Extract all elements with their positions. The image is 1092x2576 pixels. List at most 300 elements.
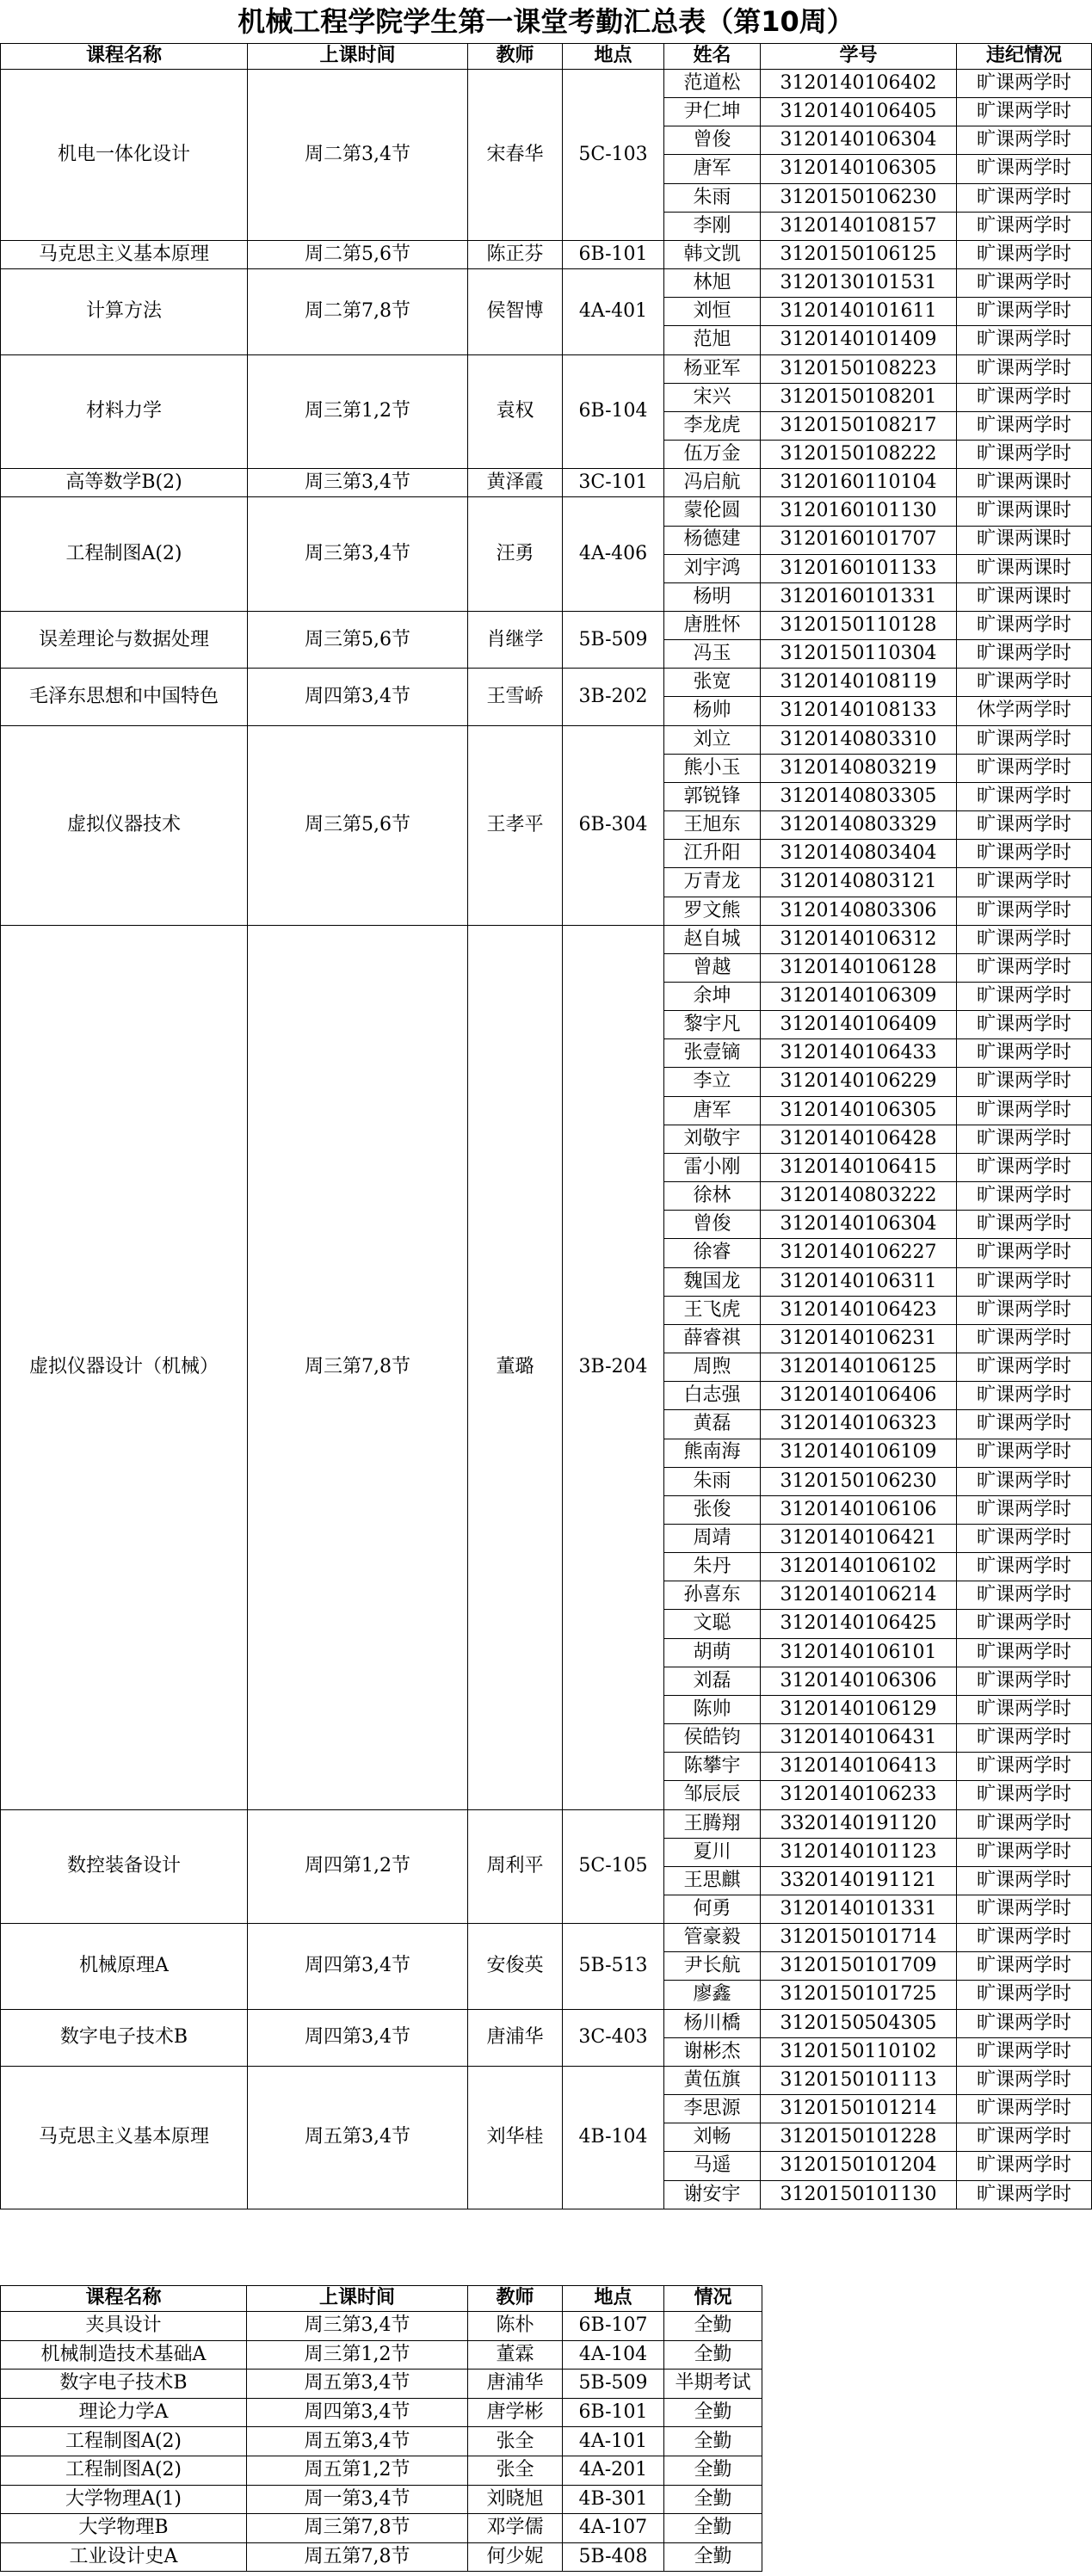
- violation-cell: 旷课两学时: [957, 669, 1092, 697]
- violation-cell: 旷课两学时: [957, 2152, 1092, 2180]
- violation-cell: 旷课两学时: [957, 1724, 1092, 1753]
- teacher-cell: 陈正芬: [468, 240, 563, 268]
- table-row: [1, 2427, 762, 2456]
- class-time-cell: 周三第3,4节: [248, 469, 468, 497]
- table-row: [1, 2485, 762, 2514]
- violation-cell: 旷课两学时: [957, 1610, 1092, 1638]
- student-name-cell: 张壹镝: [664, 1039, 761, 1068]
- student-id-cell: 3120160101707: [761, 526, 957, 554]
- absence-table-header: [1, 44, 1092, 70]
- violation-cell: 旷课两课时: [957, 526, 1092, 554]
- student-id-cell: 3120140101611: [761, 298, 957, 326]
- student-name-cell: 朱雨: [664, 183, 761, 212]
- course-name-cell: 机械制造技术基础A: [1, 2340, 247, 2370]
- student-id-cell: 3120140106102: [761, 1553, 957, 1581]
- teacher-cell: 张全: [468, 2456, 563, 2485]
- violation-cell: 旷课两学时: [957, 1866, 1092, 1895]
- student-id-cell: 3120140106323: [761, 1410, 957, 1439]
- teacher-cell: 董璐: [468, 925, 563, 1809]
- status-cell: 全勤: [664, 2514, 762, 2543]
- violation-cell: 旷课两学时: [957, 1553, 1092, 1581]
- student-name-cell: 胡萌: [664, 1638, 761, 1667]
- student-name-cell: 唐军: [664, 155, 761, 183]
- course-name-cell: 工程制图A(2): [1, 497, 248, 612]
- violation-cell: 旷课两学时: [957, 269, 1092, 298]
- violation-cell: 旷课两学时: [957, 240, 1092, 268]
- class-time-cell: 周四第1,2节: [248, 1809, 468, 1924]
- violation-cell: 旷课两学时: [957, 868, 1092, 897]
- location-cell: 3B-204: [563, 925, 664, 1809]
- violation-cell: 休学两学时: [957, 697, 1092, 725]
- violation-cell: 旷课两学时: [957, 2180, 1092, 2209]
- student-name-cell: 罗文熊: [664, 897, 761, 925]
- class-time-cell: 周五第3,4节: [247, 2427, 468, 2456]
- student-name-cell: 邹辰辰: [664, 1781, 761, 1809]
- student-id-cell: 3120140106409: [761, 1011, 957, 1039]
- student-name-cell: 冯启航: [664, 469, 761, 497]
- table-row: [1, 669, 1092, 697]
- student-id-cell: 3320140191120: [761, 1809, 957, 1838]
- violation-cell: 旷课两课时: [957, 554, 1092, 582]
- violation-cell: 旷课两课时: [957, 497, 1092, 526]
- student-id-cell: 3120140106423: [761, 1296, 957, 1324]
- student-name-cell: 江升阳: [664, 840, 761, 868]
- student-name-cell: 薛睿祺: [664, 1324, 761, 1353]
- student-id-cell: 3120160101331: [761, 582, 957, 611]
- location-cell: 6B-101: [563, 2398, 664, 2427]
- header-time: 上课时间: [247, 2286, 468, 2312]
- student-id-cell: 3120140106304: [761, 126, 957, 155]
- course-name-cell: 计算方法: [1, 269, 248, 354]
- student-name-cell: 徐林: [664, 1182, 761, 1211]
- violation-cell: 旷课两学时: [957, 1695, 1092, 1723]
- status-cell: 全勤: [664, 2542, 762, 2572]
- course-name-cell: 夹具设计: [1, 2312, 247, 2341]
- student-name-cell: 冯玉: [664, 640, 761, 669]
- student-id-cell: 3120150101113: [761, 2066, 957, 2094]
- teacher-cell: 王雪峤: [468, 669, 563, 725]
- student-name-cell: 黎宇凡: [664, 1011, 761, 1039]
- student-id-cell: 3120140803219: [761, 754, 957, 782]
- student-id-cell: 3120140803329: [761, 811, 957, 840]
- header-teacher: 教师: [468, 2286, 563, 2312]
- violation-cell: 旷课两学时: [957, 1638, 1092, 1667]
- class-time-cell: 周二第3,4节: [248, 70, 468, 241]
- violation-cell: 旷课两学时: [957, 925, 1092, 953]
- student-id-cell: 3120150108201: [761, 383, 957, 411]
- student-name-cell: 李立: [664, 1068, 761, 1096]
- student-name-cell: 刘宇鸿: [664, 554, 761, 582]
- student-name-cell: 余坤: [664, 983, 761, 1011]
- header-violation: 违纪情况: [957, 44, 1092, 70]
- student-name-cell: 朱雨: [664, 1467, 761, 1495]
- violation-cell: 旷课两学时: [957, 1267, 1092, 1296]
- teacher-cell: 陈朴: [468, 2312, 563, 2341]
- status-cell: 全勤: [664, 2427, 762, 2456]
- student-name-cell: 伍万金: [664, 441, 761, 469]
- teacher-cell: 刘华桂: [468, 2066, 563, 2209]
- course-name-cell: 工程制图A(2): [1, 2427, 247, 2456]
- violation-cell: 旷课两学时: [957, 2123, 1092, 2152]
- table-row: [1, 240, 1092, 268]
- student-id-cell: 3120140803404: [761, 840, 957, 868]
- table-row: [1, 269, 1092, 298]
- student-name-cell: 管豪毅: [664, 1924, 761, 1952]
- violation-cell: 旷课两学时: [957, 354, 1092, 383]
- student-name-cell: 范道松: [664, 70, 761, 98]
- page-title: 机械工程学院学生第一课堂考勤汇总表（第10周）: [238, 5, 854, 38]
- violation-cell: 旷课两课时: [957, 469, 1092, 497]
- student-id-cell: 3120150108222: [761, 441, 957, 469]
- student-id-cell: 3120160101130: [761, 497, 957, 526]
- student-name-cell: 李思源: [664, 2095, 761, 2123]
- violation-cell: 旷课两学时: [957, 611, 1092, 639]
- student-id-cell: 3120140106425: [761, 1610, 957, 1638]
- class-time-cell: 周四第3,4节: [248, 1924, 468, 2009]
- table-row: [1, 2542, 762, 2572]
- class-time-cell: 周五第3,4节: [248, 2066, 468, 2209]
- status-cell: 全勤: [664, 2456, 762, 2485]
- status-cell: 全勤: [664, 2312, 762, 2341]
- student-name-cell: 曾俊: [664, 126, 761, 155]
- student-id-cell: 3120140106309: [761, 983, 957, 1011]
- teacher-cell: 董霖: [468, 2340, 563, 2370]
- teacher-cell: 汪勇: [468, 497, 563, 612]
- student-name-cell: 杨明: [664, 582, 761, 611]
- violation-cell: 旷课两学时: [957, 1039, 1092, 1068]
- teacher-cell: 王孝平: [468, 725, 563, 925]
- student-name-cell: 熊南海: [664, 1439, 761, 1467]
- student-id-cell: 3120130101531: [761, 269, 957, 298]
- student-id-cell: 3120150108223: [761, 354, 957, 383]
- violation-cell: 旷课两学时: [957, 1667, 1092, 1695]
- course-name-cell: 马克思主义基本原理: [1, 240, 248, 268]
- student-id-cell: 3120140803310: [761, 725, 957, 754]
- student-name-cell: 尹仁坤: [664, 98, 761, 126]
- violation-cell: 旷课两学时: [957, 1011, 1092, 1039]
- violation-cell: 旷课两学时: [957, 1296, 1092, 1324]
- course-name-cell: 虚拟仪器技术: [1, 725, 248, 925]
- student-name-cell: 郭锐锋: [664, 782, 761, 810]
- student-name-cell: 白志强: [664, 1382, 761, 1410]
- student-id-cell: 3120150106125: [761, 240, 957, 268]
- course-name-cell: 数字电子技术B: [1, 2370, 247, 2399]
- student-name-cell: 雷小刚: [664, 1153, 761, 1181]
- teacher-cell: 张全: [468, 2427, 563, 2456]
- violation-cell: 旷课两学时: [957, 98, 1092, 126]
- location-cell: 3C-403: [563, 2009, 664, 2066]
- table-row: [1, 354, 1092, 383]
- teacher-cell: 安俊英: [468, 1924, 563, 2009]
- student-name-cell: 韩文凯: [664, 240, 761, 268]
- student-id-cell: 3120140106415: [761, 1153, 957, 1181]
- violation-cell: 旷课两学时: [957, 1211, 1092, 1239]
- student-id-cell: 3120140106305: [761, 155, 957, 183]
- teacher-cell: 侯智博: [468, 269, 563, 354]
- student-id-cell: 3120150101214: [761, 2095, 957, 2123]
- violation-cell: 旷课两学时: [957, 754, 1092, 782]
- student-name-cell: 宋兴: [664, 383, 761, 411]
- table-row: [1, 497, 1092, 526]
- student-name-cell: 魏国龙: [664, 1267, 761, 1296]
- table-row: [1, 725, 1092, 754]
- course-name-cell: 机电一体化设计: [1, 70, 248, 241]
- teacher-cell: 何少妮: [468, 2542, 563, 2572]
- student-id-cell: 3120140101409: [761, 326, 957, 354]
- violation-cell: 旷课两学时: [957, 1467, 1092, 1495]
- student-name-cell: 谢安宇: [664, 2180, 761, 2209]
- student-name-cell: 马遥: [664, 2152, 761, 2180]
- violation-cell: 旷课两学时: [957, 1324, 1092, 1353]
- violation-cell: 旷课两学时: [957, 212, 1092, 240]
- student-name-cell: 侯皓钧: [664, 1724, 761, 1753]
- table-row: [1, 2066, 1092, 2094]
- student-name-cell: 尹长航: [664, 1952, 761, 1981]
- class-time-cell: 周二第5,6节: [248, 240, 468, 268]
- student-id-cell: 3120150101228: [761, 2123, 957, 2152]
- student-id-cell: 3120140106428: [761, 1125, 957, 1153]
- violation-cell: 旷课两学时: [957, 1981, 1092, 2009]
- student-name-cell: 周靖: [664, 1524, 761, 1552]
- student-id-cell: 3120140106431: [761, 1724, 957, 1753]
- violation-cell: 旷课两课时: [957, 582, 1092, 611]
- location-cell: 5B-408: [563, 2542, 664, 2572]
- student-id-cell: 3120140106231: [761, 1324, 957, 1353]
- violation-cell: 旷课两学时: [957, 897, 1092, 925]
- student-name-cell: 陈攀宇: [664, 1753, 761, 1781]
- location-cell: 6B-107: [563, 2312, 664, 2341]
- student-id-cell: 3120140803305: [761, 782, 957, 810]
- class-time-cell: 周三第1,2节: [247, 2340, 468, 2370]
- violation-cell: 旷课两学时: [957, 1895, 1092, 1924]
- violation-cell: 旷课两学时: [957, 840, 1092, 868]
- student-name-cell: 何勇: [664, 1895, 761, 1924]
- teacher-cell: 袁权: [468, 354, 563, 469]
- student-id-cell: 3120140106405: [761, 98, 957, 126]
- student-name-cell: 刘畅: [664, 2123, 761, 2152]
- student-id-cell: 3120140108119: [761, 669, 957, 697]
- student-name-cell: 唐胜怀: [664, 611, 761, 639]
- student-name-cell: 廖鑫: [664, 1981, 761, 2009]
- header-place: 地点: [563, 44, 664, 70]
- student-id-cell: 3120140106229: [761, 1068, 957, 1096]
- status-cell: 全勤: [664, 2485, 762, 2514]
- violation-cell: 旷课两学时: [957, 1153, 1092, 1181]
- course-name-cell: 大学物理B: [1, 2514, 247, 2543]
- student-name-cell: 赵自城: [664, 925, 761, 953]
- status-cell: 半期考试: [664, 2370, 762, 2399]
- student-name-cell: 刘敬宇: [664, 1125, 761, 1153]
- student-name-cell: 王飞虎: [664, 1296, 761, 1324]
- student-id-cell: 3120140803222: [761, 1182, 957, 1211]
- location-cell: 3C-101: [563, 469, 664, 497]
- student-name-cell: 徐睿: [664, 1239, 761, 1267]
- student-id-cell: 3120160110104: [761, 469, 957, 497]
- student-id-cell: 3120140108157: [761, 212, 957, 240]
- student-id-cell: 3120140106125: [761, 1353, 957, 1382]
- violation-cell: 旷课两学时: [957, 411, 1092, 440]
- table-row: [1, 70, 1092, 98]
- student-name-cell: 王思麒: [664, 1866, 761, 1895]
- class-time-cell: 周二第7,8节: [248, 269, 468, 354]
- student-name-cell: 万青龙: [664, 868, 761, 897]
- violation-cell: 旷课两学时: [957, 2009, 1092, 2037]
- student-name-cell: 王旭东: [664, 811, 761, 840]
- class-time-cell: 周四第3,4节: [247, 2398, 468, 2427]
- location-cell: 5C-103: [563, 70, 664, 241]
- student-id-cell: 3120140106109: [761, 1439, 957, 1467]
- header-time: 上课时间: [248, 44, 468, 70]
- teacher-cell: 邓学儒: [468, 2514, 563, 2543]
- violation-cell: 旷课两学时: [957, 298, 1092, 326]
- table-row: [1, 2514, 762, 2543]
- student-id-cell: 3120140101331: [761, 1895, 957, 1924]
- student-name-cell: 朱丹: [664, 1553, 761, 1581]
- course-name-cell: 毛泽东思想和中国特色: [1, 669, 248, 725]
- student-id-cell: 3120150101714: [761, 1924, 957, 1952]
- location-cell: 4B-104: [563, 2066, 664, 2209]
- table-row: [1, 2340, 762, 2370]
- student-id-cell: 3120140106421: [761, 1524, 957, 1552]
- student-id-cell: 3120140101123: [761, 1838, 957, 1866]
- violation-cell: 旷课两学时: [957, 126, 1092, 155]
- location-cell: 4A-201: [563, 2456, 664, 2485]
- location-cell: 4B-301: [563, 2485, 664, 2514]
- absence-table: [0, 43, 1092, 2209]
- student-id-cell: 3120140106101: [761, 1638, 957, 1667]
- violation-cell: 旷课两学时: [957, 1838, 1092, 1866]
- header-status: 情况: [664, 2286, 762, 2312]
- student-id-cell: 3120140803306: [761, 897, 957, 925]
- class-time-cell: 周五第7,8节: [247, 2542, 468, 2572]
- table-row: [1, 611, 1092, 639]
- student-id-cell: 3120140106304: [761, 1211, 957, 1239]
- course-name-cell: 工业设计史A: [1, 2542, 247, 2572]
- violation-cell: 旷课两学时: [957, 2037, 1092, 2066]
- location-cell: 4A-107: [563, 2514, 664, 2543]
- student-id-cell: 3120150106230: [761, 1467, 957, 1495]
- violation-cell: 旷课两学时: [957, 326, 1092, 354]
- student-id-cell: 3120150101725: [761, 1981, 957, 2009]
- header-course: 课程名称: [1, 2286, 247, 2312]
- violation-cell: 旷课两学时: [957, 811, 1092, 840]
- violation-cell: 旷课两学时: [957, 782, 1092, 810]
- student-id-cell: 3120150101130: [761, 2180, 957, 2209]
- violation-cell: 旷课两学时: [957, 155, 1092, 183]
- table-row: [1, 2456, 762, 2485]
- student-id-cell: 3120140106129: [761, 1695, 957, 1723]
- student-name-cell: 黄磊: [664, 1410, 761, 1439]
- location-cell: 4A-406: [563, 497, 664, 612]
- course-name-cell: 高等数学B(2): [1, 469, 248, 497]
- violation-cell: 旷课两学时: [957, 725, 1092, 754]
- header-student-id: 学号: [761, 44, 957, 70]
- location-cell: 6B-101: [563, 240, 664, 268]
- violation-cell: 旷课两学时: [957, 1524, 1092, 1552]
- teacher-cell: 肖继学: [468, 611, 563, 668]
- location-cell: 4A-101: [563, 2427, 664, 2456]
- student-id-cell: 3120140106402: [761, 70, 957, 98]
- location-cell: 6B-104: [563, 354, 664, 469]
- course-name-cell: 工程制图A(2): [1, 2456, 247, 2485]
- student-name-cell: 杨川橋: [664, 2009, 761, 2037]
- student-name-cell: 李龙虎: [664, 411, 761, 440]
- student-id-cell: 3320140191121: [761, 1866, 957, 1895]
- course-name-cell: 数字电子技术B: [1, 2009, 248, 2066]
- violation-cell: 旷课两学时: [957, 441, 1092, 469]
- teacher-cell: 唐学彬: [468, 2398, 563, 2427]
- student-name-cell: 杨亚军: [664, 354, 761, 383]
- student-name-cell: 李刚: [664, 212, 761, 240]
- teacher-cell: 宋春华: [468, 70, 563, 241]
- student-name-cell: 范旭: [664, 326, 761, 354]
- location-cell: 5C-105: [563, 1809, 664, 1924]
- violation-cell: 旷课两学时: [957, 1125, 1092, 1153]
- student-name-cell: 曾俊: [664, 1211, 761, 1239]
- teacher-cell: 黄泽霞: [468, 469, 563, 497]
- student-id-cell: 3120140106233: [761, 1781, 957, 1809]
- full-attendance-table: [0, 2285, 762, 2572]
- student-id-cell: 3120150108217: [761, 411, 957, 440]
- violation-cell: 旷课两学时: [957, 1753, 1092, 1781]
- student-name-cell: 杨帅: [664, 697, 761, 725]
- student-id-cell: 3120150110102: [761, 2037, 957, 2066]
- class-time-cell: 周三第3,4节: [248, 497, 468, 612]
- header-name: 姓名: [664, 44, 761, 70]
- student-name-cell: 张宽: [664, 669, 761, 697]
- header-place: 地点: [563, 2286, 664, 2312]
- violation-cell: 旷课两学时: [957, 1182, 1092, 1211]
- student-name-cell: 刘磊: [664, 1667, 761, 1695]
- location-cell: 5B-509: [563, 2370, 664, 2399]
- student-id-cell: 3120140106128: [761, 953, 957, 982]
- student-name-cell: 刘恒: [664, 298, 761, 326]
- course-name-cell: 材料力学: [1, 354, 248, 469]
- violation-cell: 旷课两学时: [957, 1353, 1092, 1382]
- violation-cell: 旷课两学时: [957, 953, 1092, 982]
- violation-cell: 旷课两学时: [957, 983, 1092, 1011]
- student-id-cell: 3120140106433: [761, 1039, 957, 1068]
- table-row: [1, 2370, 762, 2399]
- violation-cell: 旷课两学时: [957, 183, 1092, 212]
- status-cell: 全勤: [664, 2398, 762, 2427]
- student-id-cell: 3120150504305: [761, 2009, 957, 2037]
- location-cell: 5B-513: [563, 1924, 664, 2009]
- violation-cell: 旷课两学时: [957, 1581, 1092, 1610]
- student-name-cell: 林旭: [664, 269, 761, 298]
- student-name-cell: 谢彬杰: [664, 2037, 761, 2066]
- student-name-cell: 曾越: [664, 953, 761, 982]
- violation-cell: 旷课两学时: [957, 1781, 1092, 1809]
- location-cell: 5B-509: [563, 611, 664, 668]
- full-attendance-header: [1, 2286, 762, 2312]
- student-id-cell: 3120150101204: [761, 2152, 957, 2180]
- student-id-cell: 3120140106106: [761, 1495, 957, 1524]
- student-name-cell: 王腾翔: [664, 1809, 761, 1838]
- location-cell: 6B-304: [563, 725, 664, 925]
- course-name-cell: 误差理论与数据处理: [1, 611, 248, 668]
- student-id-cell: 3120140803121: [761, 868, 957, 897]
- violation-cell: 旷课两学时: [957, 1439, 1092, 1467]
- teacher-cell: 周利平: [468, 1809, 563, 1924]
- header-course: 课程名称: [1, 44, 248, 70]
- violation-cell: 旷课两学时: [957, 70, 1092, 98]
- violation-cell: 旷课两学时: [957, 640, 1092, 669]
- student-id-cell: 3120140106311: [761, 1267, 957, 1296]
- violation-cell: 旷课两学时: [957, 1924, 1092, 1952]
- course-name-cell: 马克思主义基本原理: [1, 2066, 248, 2209]
- class-time-cell: 周五第1,2节: [247, 2456, 468, 2485]
